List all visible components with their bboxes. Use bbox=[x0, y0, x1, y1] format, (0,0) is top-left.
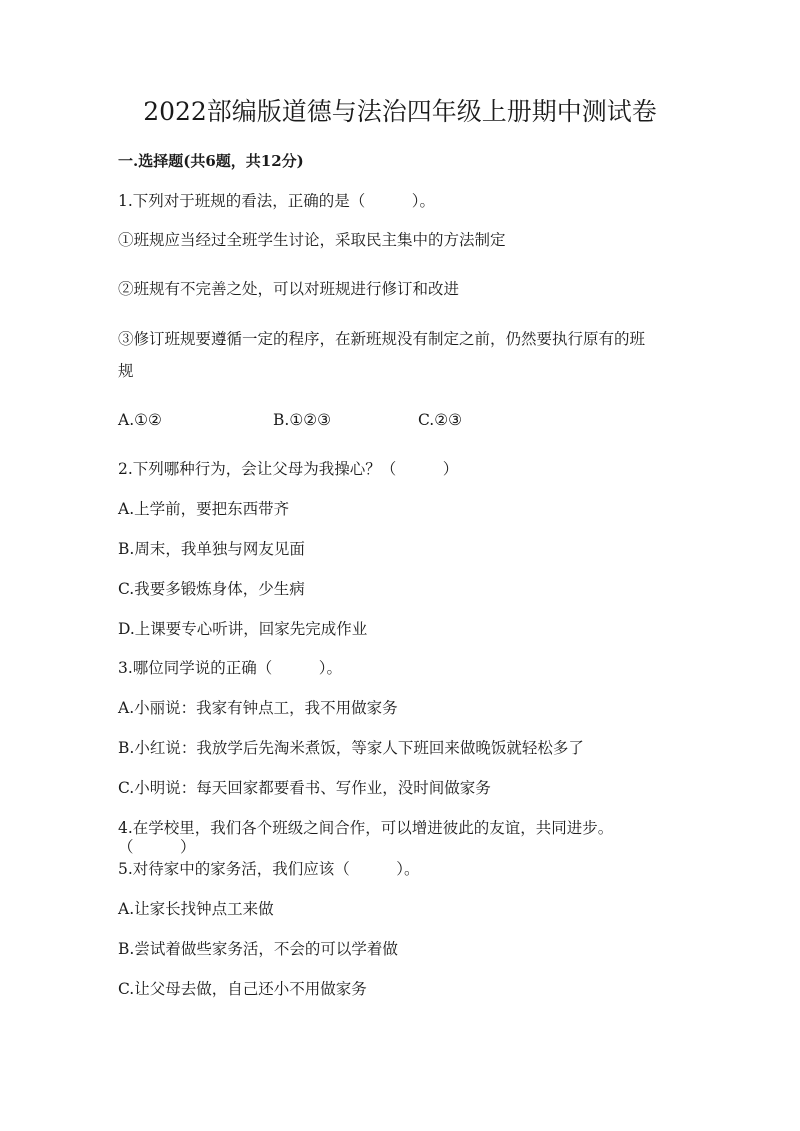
section-heading: 一.选择题(共6题，共12分) bbox=[118, 152, 304, 170]
question-3-option-c: C.小明说：每天回家都要看书、写作业，没时间做家务 bbox=[118, 779, 491, 797]
question-1-option-a: A.①② bbox=[118, 411, 162, 429]
question-3-stem: 3.哪位同学说的正确（ ）。 bbox=[118, 659, 343, 677]
question-1-option-b: B.①②③ bbox=[273, 411, 332, 429]
question-1-statement-3: ③修订班规要遵循一定的程序，在新班规没有制定之前，仍然要执行原有的班 bbox=[118, 330, 646, 348]
question-5-stem: 5.对待家中的家务活，我们应该（ ）。 bbox=[118, 860, 420, 878]
page-title: 2022部编版道德与法治四年级上册期中测试卷 bbox=[143, 97, 657, 126]
question-2-option-d: D.上课要专心听讲，回家先完成作业 bbox=[118, 620, 368, 638]
question-2-option-b: B.周末，我单独与网友见面 bbox=[118, 540, 305, 558]
question-2-option-c: C.我要多锻炼身体，少生病 bbox=[118, 580, 305, 598]
question-2-option-a: A.上学前，要把东西带齐 bbox=[118, 500, 290, 518]
question-2-stem: 2.下列哪种行为，会让父母为我操心？（ ） bbox=[118, 460, 459, 478]
question-1-statement-1: ①班规应当经过全班学生讨论，采取民主集中的方法制定 bbox=[118, 231, 506, 249]
question-3-option-a: A.小丽说：我家有钟点工，我不用做家务 bbox=[118, 699, 398, 717]
question-4-blank: （ ） bbox=[118, 838, 196, 856]
question-4-stem: 4.在学校里，我们各个班级之间合作，可以增进彼此的友谊，共同进步。 bbox=[118, 819, 614, 837]
question-1-statement-3-cont: 规 bbox=[118, 362, 134, 380]
question-5-option-c: C.让父母去做，自己还小不用做家务 bbox=[118, 980, 367, 998]
question-1-stem: 1.下列对于班规的看法，正确的是（ ）。 bbox=[118, 192, 436, 210]
question-3-option-b: B.小红说：我放学后先淘米煮饭，等家人下班回来做晚饭就轻松多了 bbox=[118, 739, 584, 757]
question-1-statement-2: ②班规有不完善之处，可以对班规进行修订和改进 bbox=[118, 280, 460, 298]
question-1-option-c: C.②③ bbox=[418, 411, 463, 429]
question-5-option-b: B.尝试着做些家务活，不会的可以学着做 bbox=[118, 940, 398, 958]
question-5-option-a: A.让家长找钟点工来做 bbox=[118, 900, 274, 918]
